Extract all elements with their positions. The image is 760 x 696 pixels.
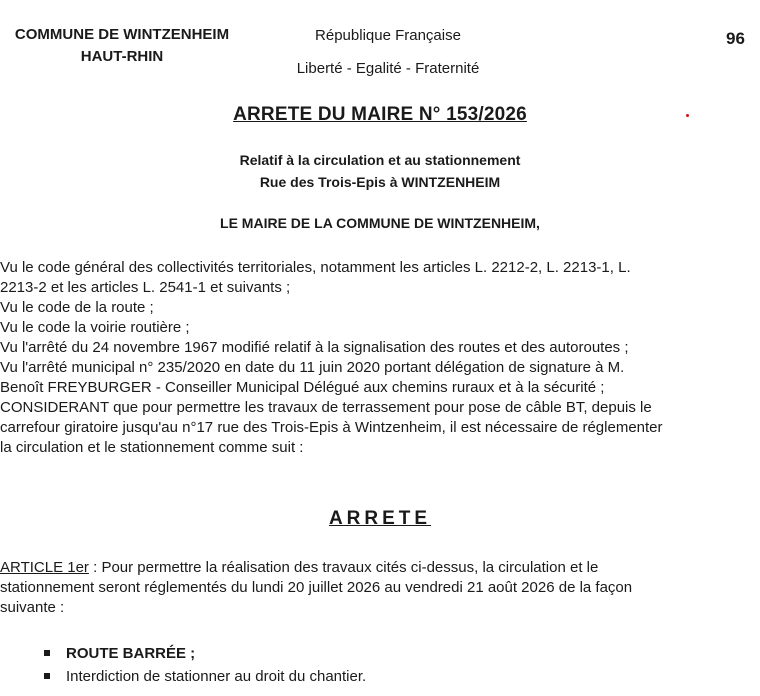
subtitle-line: Relatif à la circulation et au stationnement (239, 152, 521, 168)
devise-label: Liberté - Egalité - Fraternité (296, 60, 480, 77)
subtitle-line: Rue des Trois-Epis à WINTZENHEIM (259, 174, 501, 190)
article-1-text: suivante : (0, 599, 65, 616)
considerant-line: Vu l'arrêté municipal n° 235/2020 en date du 11 juin 2020 portant délégation de signature à M. (0, 359, 625, 376)
page-number: 96 (726, 29, 745, 48)
article-1-text: stationnement seront réglementés du lundi 20 juillet 2026 au vendredi 21 août 2026 de la façon (0, 579, 633, 596)
article-1 (0, 558, 726, 618)
considerant-line: la circulation et le stationnement comme suit : (0, 439, 304, 456)
republique-label: République Française (315, 27, 461, 44)
considerant-line: Benoît FREYBURGER - Conseiller Municipal Délégué aux chemins ruraux et à la sécurité ; (0, 379, 605, 396)
article-1-text: : Pour permettre la réalisation des travaux cités ci-dessus, la circulation et le (88, 559, 599, 576)
considerant-line: Vu l'arrêté du 24 novembre 1967 modifié relatif à la signalisation des routes et des autoroutes ; (0, 339, 629, 356)
maire-heading: LE MAIRE DE LA COMMUNE DE WINTZENHEIM, (220, 215, 540, 231)
considerant-line: Vu le code de la route ; (0, 299, 154, 316)
arrete-heading: ARRETE (328, 508, 432, 529)
bullet-icon (44, 650, 50, 656)
article-1-label: ARTICLE 1er (0, 559, 89, 576)
page-title: ARRETE DU MAIRE N° 153/2026 (233, 104, 527, 125)
measure-item: Interdiction de stationner au droit du chantier. (66, 668, 367, 685)
considerant-line: 2213-2 et les articles L. 2541-1 et suivants ; (0, 279, 291, 296)
considerants-block (0, 258, 726, 458)
considerant-line: Vu le code général des collectivités territoriales, notamment les articles L. 2212-2, L. 2213-1, L. (0, 259, 631, 276)
measure-item: ROUTE BARRÉE ; (66, 645, 196, 662)
considerant-line: Vu le code la voirie routière ; (0, 319, 190, 336)
commune-name: COMMUNE DE WINTZENHEIM (14, 26, 230, 43)
considerant-line: CONSIDERANT que pour permettre les travaux de terrassement pour pose de câble BT, depuis le (0, 399, 652, 416)
red-mark (686, 114, 689, 117)
considerant-line: carrefour giratoire jusqu'au n°17 rue des Trois-Epis à Wintzenheim, il est nécessaire de réglementer (0, 419, 663, 436)
bullet-icon (44, 673, 50, 679)
departement-name: HAUT-RHIN (80, 48, 164, 65)
